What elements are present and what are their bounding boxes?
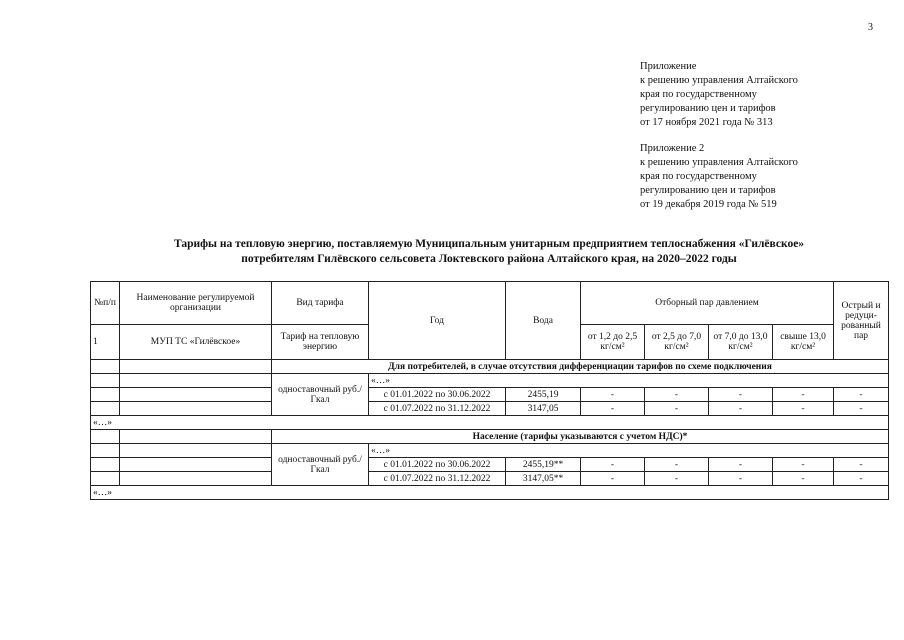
header-num: №п/п: [91, 282, 120, 325]
header-steam-col-3: от 7,0 до 13,0 кг/см²: [709, 325, 773, 360]
empty-cell: [120, 444, 272, 458]
dash-cell: -: [834, 402, 889, 416]
end-ellipsis: «…»: [91, 486, 889, 500]
dash-cell: -: [773, 458, 834, 472]
empty-cell: [91, 374, 120, 388]
header-tariff-type: Вид тарифа: [272, 282, 369, 325]
empty-cell: [120, 472, 272, 486]
period-cell: с 01.07.2022 по 31.12.2022: [369, 472, 506, 486]
org-row-tariff: Тариф на тепловую энергию: [272, 325, 369, 360]
dash-cell: -: [645, 388, 709, 402]
dash-cell: -: [645, 472, 709, 486]
empty-cell: [91, 444, 120, 458]
appendix-1-line: регулированию цен и тарифов: [640, 103, 776, 114]
header-steam: Отборный пар давлением: [581, 282, 834, 325]
org-row-name: МУП ТС «Гилёвское»: [120, 325, 272, 360]
empty-cell: [91, 402, 120, 416]
section-1-ellipsis: «…»: [369, 374, 889, 388]
gap-ellipsis: «…»: [91, 416, 889, 430]
appendix-1-line: края по государственному: [640, 89, 757, 100]
header-year: Год: [369, 282, 506, 360]
document-title: [90, 237, 888, 267]
dash-cell: -: [834, 472, 889, 486]
header-row-1: [91, 282, 889, 325]
end-ellipsis-row: [91, 486, 889, 500]
section-2-ellipsis: «…»: [369, 444, 889, 458]
empty-cell: [91, 388, 120, 402]
appendix-2-line: Приложение 2: [640, 143, 705, 154]
appendix-2-block: [640, 142, 870, 212]
dash-cell: -: [581, 388, 645, 402]
gap-ellipsis-row: [91, 416, 889, 430]
dash-cell: -: [773, 472, 834, 486]
section-1-heading: Для потребителей, в случае отсутствия дифференциации тарифов по схеме подключения: [272, 360, 889, 374]
dash-cell: -: [581, 402, 645, 416]
section-2-heading: Население (тарифы указываются с учетом НДС)*: [272, 430, 889, 444]
dash-cell: -: [645, 402, 709, 416]
title-line-1: Тарифы на тепловую энергию, поставляемую Муниципальным унитарным предприятием теплоснабжения «Гилёвское»: [173, 238, 805, 250]
appendix-1-block: [640, 60, 870, 130]
header-sharp-steam: Острый и редуци-рованный пар: [834, 282, 889, 360]
dash-cell: -: [773, 402, 834, 416]
dash-cell: -: [709, 458, 773, 472]
appendix-1-line: от 17 ноября 2021 года № 313: [640, 117, 773, 128]
section-1-tariff-kind: одноставочный руб./Гкал: [272, 374, 369, 416]
page-number: 3: [868, 22, 873, 33]
dash-cell: -: [709, 402, 773, 416]
empty-cell: [120, 402, 272, 416]
tariff-table: [90, 281, 889, 500]
section-2-ellipsis-row: [91, 444, 889, 458]
period-cell: с 01.07.2022 по 31.12.2022: [369, 402, 506, 416]
water-value: 3147,05: [506, 402, 581, 416]
period-cell: с 01.01.2022 по 30.06.2022: [369, 388, 506, 402]
appendix-2-line: края по государственному: [640, 171, 757, 182]
empty-cell: [120, 360, 272, 374]
empty-cell: [91, 458, 120, 472]
appendix-2-line: регулированию цен и тарифов: [640, 185, 776, 196]
title-line-2: потребителям Гилёвского сельсовета Локтевского района Алтайского края, на 2020–2022 годы: [241, 253, 737, 265]
header-water: Вода: [506, 282, 581, 360]
appendix-1-line: к решению управления Алтайского: [640, 75, 798, 86]
header-org: Наименование регулируемой организации: [120, 282, 272, 325]
empty-cell: [91, 472, 120, 486]
table-row: [91, 472, 889, 486]
section-2-tariff-kind: одноставочный руб./Гкал: [272, 444, 369, 486]
empty-cell: [120, 388, 272, 402]
empty-cell: [91, 360, 120, 374]
dash-cell: -: [709, 388, 773, 402]
section-1-heading-row: [91, 360, 889, 374]
dash-cell: -: [709, 472, 773, 486]
header-steam-col-1: от 1,2 до 2,5 кг/см²: [581, 325, 645, 360]
table-row: [91, 458, 889, 472]
appendix-2-line: от 19 декабря 2019 года № 519: [640, 199, 777, 210]
section-1-ellipsis-row: [91, 374, 889, 388]
water-value: 2455,19**: [506, 458, 581, 472]
dash-cell: -: [581, 458, 645, 472]
appendix-2-line: к решению управления Алтайского: [640, 157, 798, 168]
table-row: [91, 402, 889, 416]
org-row-num: 1: [91, 325, 120, 360]
header-steam-col-4: свыше 13,0 кг/см²: [773, 325, 834, 360]
empty-cell: [120, 374, 272, 388]
empty-cell: [120, 458, 272, 472]
dash-cell: -: [581, 472, 645, 486]
period-cell: с 01.01.2022 по 30.06.2022: [369, 458, 506, 472]
empty-cell: [91, 430, 120, 444]
table-row: [91, 388, 889, 402]
dash-cell: -: [645, 458, 709, 472]
dash-cell: -: [834, 388, 889, 402]
water-value: 3147,05**: [506, 472, 581, 486]
water-value: 2455,19: [506, 388, 581, 402]
appendix-1-line: Приложение: [640, 61, 697, 72]
empty-cell: [120, 430, 272, 444]
section-2-heading-row: [91, 430, 889, 444]
dash-cell: -: [773, 388, 834, 402]
dash-cell: -: [834, 458, 889, 472]
header-steam-col-2: от 2,5 до 7,0 кг/см²: [645, 325, 709, 360]
